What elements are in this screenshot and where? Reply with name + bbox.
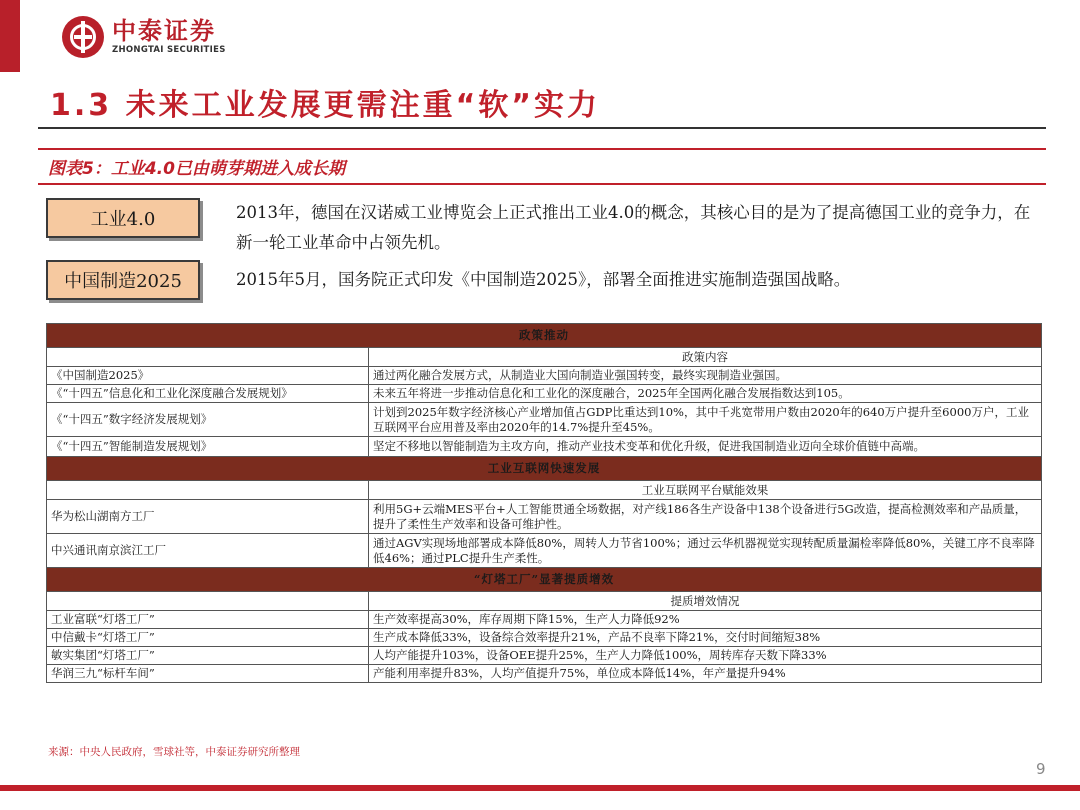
row-content: 通过两化融合发展方式，从制造业大国向制造业强国转变，最终实现制造业强国。 bbox=[369, 367, 1042, 385]
column-header-row bbox=[47, 592, 1042, 611]
table-row bbox=[47, 611, 1042, 629]
row-content: 人均产能提升103%，设备OEE提升25%，生产人力降低100%，周转库存天数下降33% bbox=[369, 647, 1042, 665]
left-accent-bar bbox=[0, 0, 20, 72]
row-name: 华为松山湖南方工厂 bbox=[47, 500, 369, 534]
header-cell-blank bbox=[47, 592, 369, 611]
section-heading: 政策推动 bbox=[47, 324, 1042, 348]
row-name: 华润三九“标杆车间” bbox=[47, 665, 369, 683]
figure-top-rule bbox=[38, 148, 1046, 150]
source-note: 来源：中央人民政府，雪球社等，中泰证券研究所整理 bbox=[48, 746, 300, 758]
row-content: 利用5G+云端MES平台+人工智能贯通全场数据，对产线186各生产设备中138个设备进行5G改造，提高检测效率和产品质量，提升了柔性生产效率和设备可维护性。 bbox=[369, 500, 1042, 534]
page-title: 1.3 未来工业发展更需注重“软”实力 bbox=[50, 88, 601, 123]
bottom-accent-bar bbox=[0, 785, 1080, 791]
row-name: 《“十四五”智能制造发展规划》 bbox=[47, 437, 369, 457]
intro-text-industry-4: 2013年，德国在汉诺威工业博览会上正式推出工业4.0的概念，其核心目的是为了提高德国工业的竞争力，在新一轮工业革命中占领先机。 bbox=[236, 203, 1031, 252]
header-cell-blank bbox=[47, 348, 369, 367]
section-heading-row bbox=[47, 568, 1042, 592]
table-row bbox=[47, 385, 1042, 403]
row-content: 生产成本降低33%，设备综合效率提升21%，产品不良率下降21%，交付时间缩短38% bbox=[369, 629, 1042, 647]
company-logo bbox=[62, 16, 226, 58]
table-row bbox=[47, 500, 1042, 534]
row-content: 坚定不移地以智能制造为主攻方向，推动产业技术变革和优化升级，促进我国制造业迈向全球价值链中高端。 bbox=[369, 437, 1042, 457]
table-row bbox=[47, 629, 1042, 647]
intro-text-made-in-china-2025: 2015年5月，国务院正式印发《中国制造2025》，部署全面推进实施制造强国战略。 bbox=[236, 270, 851, 289]
title-divider bbox=[38, 127, 1046, 129]
tag-industry-4: 工业4.0 bbox=[46, 198, 200, 238]
logo-name-cn: 中泰证券 bbox=[112, 17, 216, 45]
tag-made-in-china-2025: 中国制造2025 bbox=[46, 260, 200, 300]
column-header-row bbox=[47, 481, 1042, 500]
section-heading-row bbox=[47, 324, 1042, 348]
row-name: 工业富联“灯塔工厂” bbox=[47, 611, 369, 629]
policy-table bbox=[46, 323, 1042, 683]
row-content: 生产效率提高30%，库存周期下降15%，生产人力降低92% bbox=[369, 611, 1042, 629]
column-header: 政策内容 bbox=[369, 348, 1042, 367]
table-row bbox=[47, 647, 1042, 665]
column-header: 工业互联网平台赋能效果 bbox=[369, 481, 1042, 500]
figure-title: 图表5：工业4.0已由萌芽期进入成长期 bbox=[48, 159, 345, 179]
row-name: 中信戴卡“灯塔工厂” bbox=[47, 629, 369, 647]
figure-bottom-rule bbox=[38, 183, 1046, 185]
table-row bbox=[47, 534, 1042, 568]
column-header-row bbox=[47, 348, 1042, 367]
section-heading-row bbox=[47, 457, 1042, 481]
row-content: 计划到2025年数字经济核心产业增加值占GDP比重达到10%，其中千兆宽带用户数由2020年的640万户提升至6000万户，工业互联网平台应用普及率由2020年的14.7%提升至45%。 bbox=[369, 403, 1042, 437]
table-row bbox=[47, 367, 1042, 385]
row-name: 《中国制造2025》 bbox=[47, 367, 369, 385]
row-name: 敏实集团“灯塔工厂” bbox=[47, 647, 369, 665]
page-number: 9 bbox=[1036, 760, 1046, 778]
row-content: 未来五年将进一步推动信息化和工业化的深度融合，2025年全国两化融合发展指数达到105。 bbox=[369, 385, 1042, 403]
row-content: 通过AGV实现场地部署成本降低80%，周转人力节省100%；通过云华机器视觉实现转配质量漏检率降低80%，关键工序不良率降低46%；通过PLC提升生产柔性。 bbox=[369, 534, 1042, 568]
table-row bbox=[47, 403, 1042, 437]
row-name: 中兴通讯南京滨江工厂 bbox=[47, 534, 369, 568]
row-name: 《“十四五”数字经济发展规划》 bbox=[47, 403, 369, 437]
section-heading: 工业互联网快速发展 bbox=[47, 457, 1042, 481]
section-heading: “灯塔工厂”显著提质增效 bbox=[47, 568, 1042, 592]
logo-emblem-icon bbox=[62, 16, 104, 58]
header-cell-blank bbox=[47, 481, 369, 500]
row-content: 产能利用率提升83%，人均产值提升75%，单位成本降低14%，年产量提升94% bbox=[369, 665, 1042, 683]
row-name: 《“十四五”信息化和工业化深度融合发展规划》 bbox=[47, 385, 369, 403]
column-header: 提质增效情况 bbox=[369, 592, 1042, 611]
table-row bbox=[47, 437, 1042, 457]
logo-name-en: ZHONGTAI SECURITIES bbox=[112, 45, 226, 55]
table-row bbox=[47, 665, 1042, 683]
